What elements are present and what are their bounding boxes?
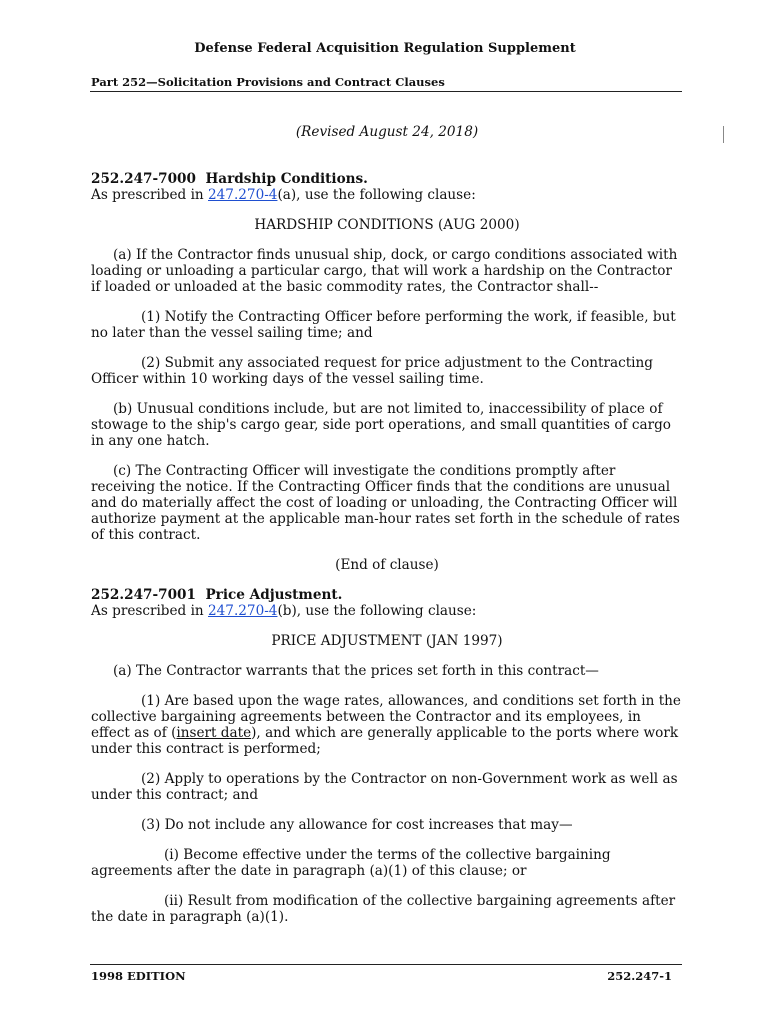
change-bar: [723, 126, 724, 143]
header-rule: [90, 91, 682, 92]
paragraph-a: (a) If the Contractor finds unusual ship, dock, or cargo conditions associated with loading or unloading a particular cargo, that will work a hardship on the Contractor if loaded or unloaded at the basic commodity rates, the Contractor shall--: [91, 247, 678, 295]
footer-rule: [90, 964, 682, 965]
paragraph-a3: (3) Do not include any allowance for cost increases that may—: [141, 817, 573, 833]
revision-date: (Revised August 24, 2018): [295, 124, 479, 140]
reference-link-247-270-4b[interactable]: 247.270-4: [208, 603, 278, 619]
paragraph-a2: (2) Apply to operations by the Contractor on non-Government work as well as under this contract; and: [91, 771, 678, 803]
paragraph-c: (c) The Contracting Officer will investigate the conditions promptly after receiving the notice. If the Contracting Officer finds that the conditions are unusual and do materially affect the cost of loading or unloading, the Contracting Officer will authorize payment at the applicable man-hour rates set forth in the schedule of rates of this contract.: [91, 463, 680, 543]
clause-title-hardship: HARDSHIP CONDITIONS (AUG 2000): [254, 217, 520, 233]
paragraph-a2: (2) Submit any associated request for price adjustment to the Contracting Officer within 10 working days of the vessel sailing time.: [91, 355, 653, 387]
paragraph-a3-ii: (ii) Result from modification of the collective bargaining agreements after the date in paragraph (a)(1).: [91, 893, 676, 925]
insert-date-placeholder: insert date: [176, 725, 252, 741]
paragraph-a: (a) The Contractor warrants that the prices set forth in this contract—: [113, 663, 599, 679]
section-heading-7000: [91, 171, 683, 187]
footer-page-number: 252.247-1: [607, 969, 672, 983]
prescription-7000: As prescribed in 247.270-4(a), use the following clause:: [91, 187, 476, 203]
paragraph-a3-i: (i) Become effective under the terms of the collective bargaining agreements after the date in paragraph (a)(1) of this clause; or: [91, 847, 611, 879]
prescription-7001: As prescribed in 247.270-4(b), use the following clause:: [91, 603, 477, 619]
reference-link-247-270-4a[interactable]: 247.270-4: [208, 187, 278, 203]
paragraph-a1: (1) Notify the Contracting Officer before performing the work, if feasible, but no later than the vessel sailing time; and: [91, 309, 676, 341]
section-number: 252.247-7000: [91, 171, 196, 187]
running-header-title: Defense Federal Acquisition Regulation Supplement: [194, 41, 576, 56]
section-heading-7001: [91, 587, 683, 603]
paragraph-b: (b) Unusual conditions include, but are not limited to, inaccessibility of place of stowage to the ship's cargo gear, side port operations, and small quantities of cargo in any one hatch.: [91, 401, 671, 449]
section-title: Price Adjustment.: [205, 587, 343, 603]
section-title: Hardship Conditions.: [205, 171, 368, 187]
clause-title-price-adjustment: PRICE ADJUSTMENT (JAN 1997): [271, 633, 503, 649]
footer-edition: 1998 EDITION: [91, 969, 186, 983]
end-of-clause: (End of clause): [335, 557, 439, 573]
paragraph-a1: (1) Are based upon the wage rates, allowances, and conditions set forth in the collective bargaining agreements between the Contractor and its employees, in effect as of (insert date), and which are generally applicable to the ports where work under this contract is performed;: [91, 693, 681, 757]
document-body: [91, 124, 683, 925]
running-header-part: Part 252—Solicitation Provisions and Contract Clauses: [91, 75, 445, 89]
section-number: 252.247-7001: [91, 587, 196, 603]
